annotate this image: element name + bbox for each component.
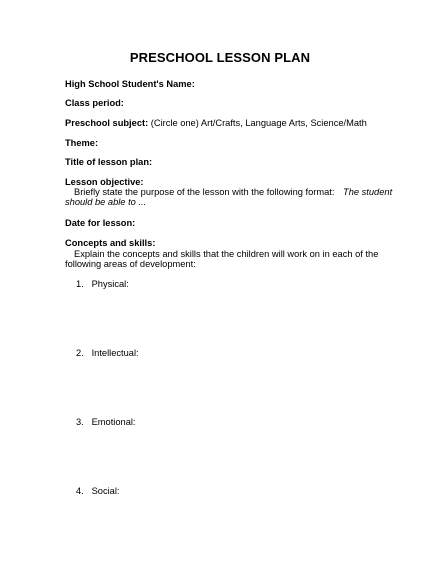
- student-name-label: High School Student's Name:: [65, 79, 195, 89]
- subject-options: (Circle one) Art/Crafts, Language Arts, Science/Math: [150, 118, 367, 128]
- objective-label: Lesson objective:: [65, 177, 144, 187]
- area-name: Emotional:: [91, 417, 136, 427]
- area-number: 1.: [76, 279, 84, 289]
- area-item-social: [76, 486, 120, 497]
- theme-label: Theme:: [65, 138, 99, 148]
- date-label: Date for lesson:: [65, 218, 136, 228]
- objective-example-start: The student: [343, 187, 393, 197]
- class-period-label: Class period:: [65, 98, 124, 108]
- area-name: Physical:: [91, 279, 129, 289]
- concepts-instruction-2: following areas of development:: [65, 259, 196, 269]
- concepts-label: Concepts and skills:: [65, 238, 156, 248]
- area-number: 3.: [76, 417, 84, 427]
- area-name: Intellectual:: [91, 348, 139, 358]
- subject-label: Preschool subject:: [65, 118, 149, 128]
- objective-example-end: should be able to ...: [65, 197, 147, 207]
- lesson-title-label: Title of lesson plan:: [65, 157, 153, 167]
- area-number: 4.: [76, 486, 84, 496]
- objective-instruction-text: Briefly state the purpose of the lesson with the following format:: [74, 187, 335, 197]
- subject-line: [65, 118, 367, 129]
- area-item-intellectual: [76, 348, 139, 359]
- area-item-emotional: [76, 417, 136, 428]
- area-item-physical: [76, 279, 129, 290]
- document-title: PRESCHOOL LESSON PLAN: [129, 50, 311, 65]
- area-name: Social:: [91, 486, 120, 496]
- area-number: 2.: [76, 348, 84, 358]
- concepts-instruction-1: Explain the concepts and skills that the children will work on in each of the: [74, 249, 379, 259]
